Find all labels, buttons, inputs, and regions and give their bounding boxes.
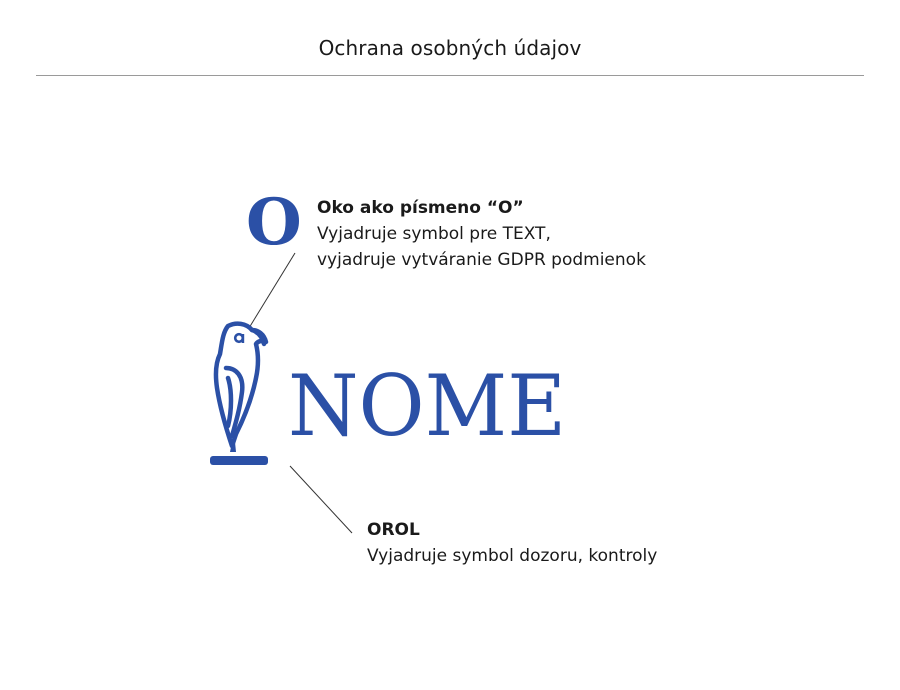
eagle-annotation-line: Vyjadruje symbol dozoru, kontroly	[367, 546, 658, 566]
eagle-logo-icon	[206, 318, 272, 468]
brand-wordmark: NOME	[288, 357, 567, 455]
eye-annotation-heading: Oko ako písmeno “O”	[317, 198, 524, 218]
leader-line-eye	[249, 253, 295, 328]
eagle-annotation-heading: OROL	[367, 520, 420, 540]
eye-annotation	[317, 195, 646, 273]
page-title: Ochrana osobných údajov	[318, 36, 582, 60]
eye-annotation-line: vyjadruje vytváranie GDPR podmienok	[317, 250, 646, 270]
eagle-annotation	[367, 517, 657, 569]
eye-letter-o: O	[246, 185, 302, 260]
leader-line-eagle	[290, 466, 352, 533]
eye-annotation-line: Vyjadruje symbol pre TEXT,	[317, 224, 551, 244]
